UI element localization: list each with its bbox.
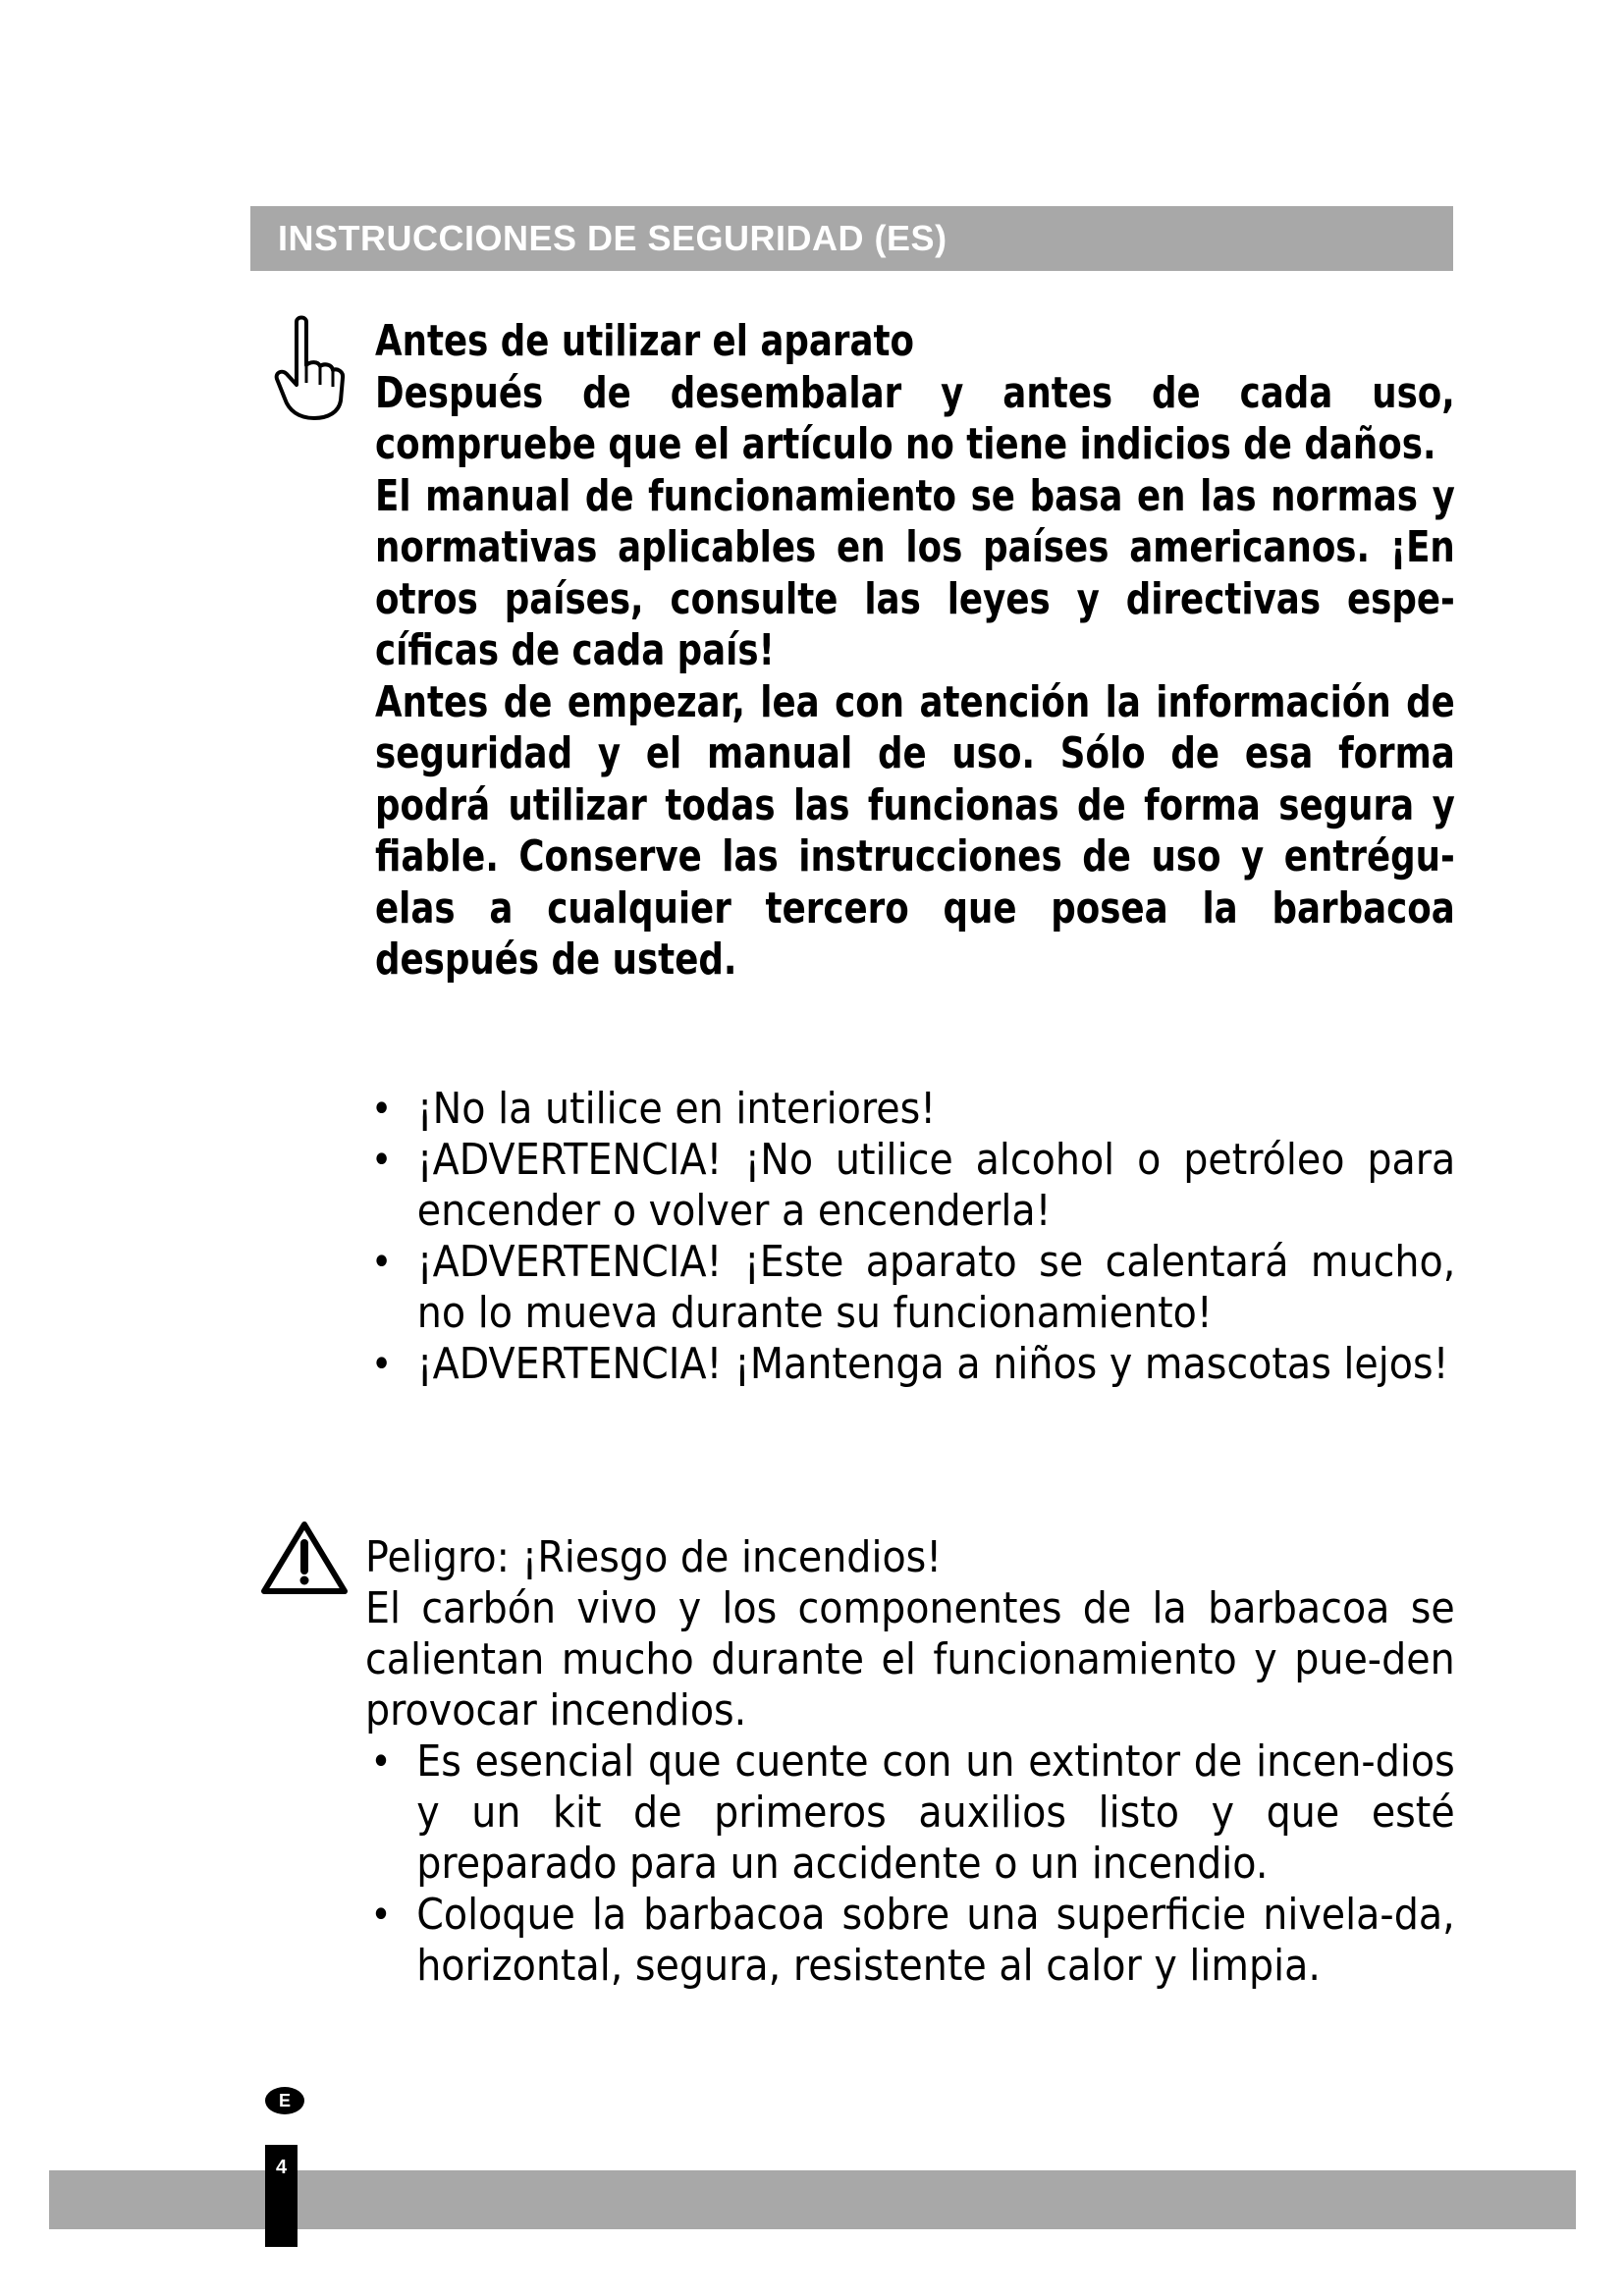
fire-heading: Peligro: ¡Riesgo de incendios! [365,1532,943,1582]
intro-paragraph-1: Después de desembalar y antes de cada uso, compruebe que el artículo no tiene indicios de daños. [375,367,1455,469]
list-item: • Es esencial que cuente con un extintor de incen-dios y un kit de primeros auxilios listo y que esté preparado para un accidente o un incendio. [370,1736,1454,1890]
section-header-bar [250,206,1453,271]
list-item: • ¡ADVERTENCIA! ¡Mantenga a niños y mascotas lejos! [371,1339,1455,1390]
list-item: • ¡ADVERTENCIA! ¡Este aparato se calentará mucho, no lo mueva durante su funcionamiento! [371,1237,1455,1339]
intro-block [375,316,1455,987]
section-title: INSTRUCCIONES DE SEGURIDAD (ES) [278,218,947,258]
intro-paragraph-2: El manual de funcionamiento se basa en las normas y normativas aplicables en los países americanos. ¡En otros países, consulte las leyes y directivas espe-cíficas de cada país! [375,470,1455,675]
pointing-hand-icon [267,314,346,422]
list-item: • ¡ADVERTENCIA! ¡No utilice alcohol o petróleo para encender o volver a encenderla! [371,1135,1455,1237]
language-badge: E [265,2087,304,2114]
list-item: • Coloque la barbacoa sobre una superficie nivela-da, horizontal, segura, resistente al calor y limpia. [370,1890,1454,1992]
warning-list [371,1084,1455,1390]
list-item: • ¡No la utilice en interiores! [371,1084,1455,1135]
intro-heading: Antes de utilizar el aparato [375,316,915,366]
warning-triangle-icon [260,1520,349,1596]
fire-text: El carbón vivo y los componentes de la barbacoa se calientan mucho durante el funcionamiento y pue-den provocar incendios. [365,1583,1455,1735]
intro-paragraph-3: Antes de empezar, lea con atención la información de seguridad y el manual de uso. Sólo de esa forma podrá utilizar todas las funcionas de forma segura y fiable. Conserve las instrucciones de uso y entrégu-elas a cualquier tercero que posea la barbacoa después de usted. [375,676,1455,985]
page-number: 4 [265,2145,298,2247]
fire-hazard-section [365,1532,1455,1992]
